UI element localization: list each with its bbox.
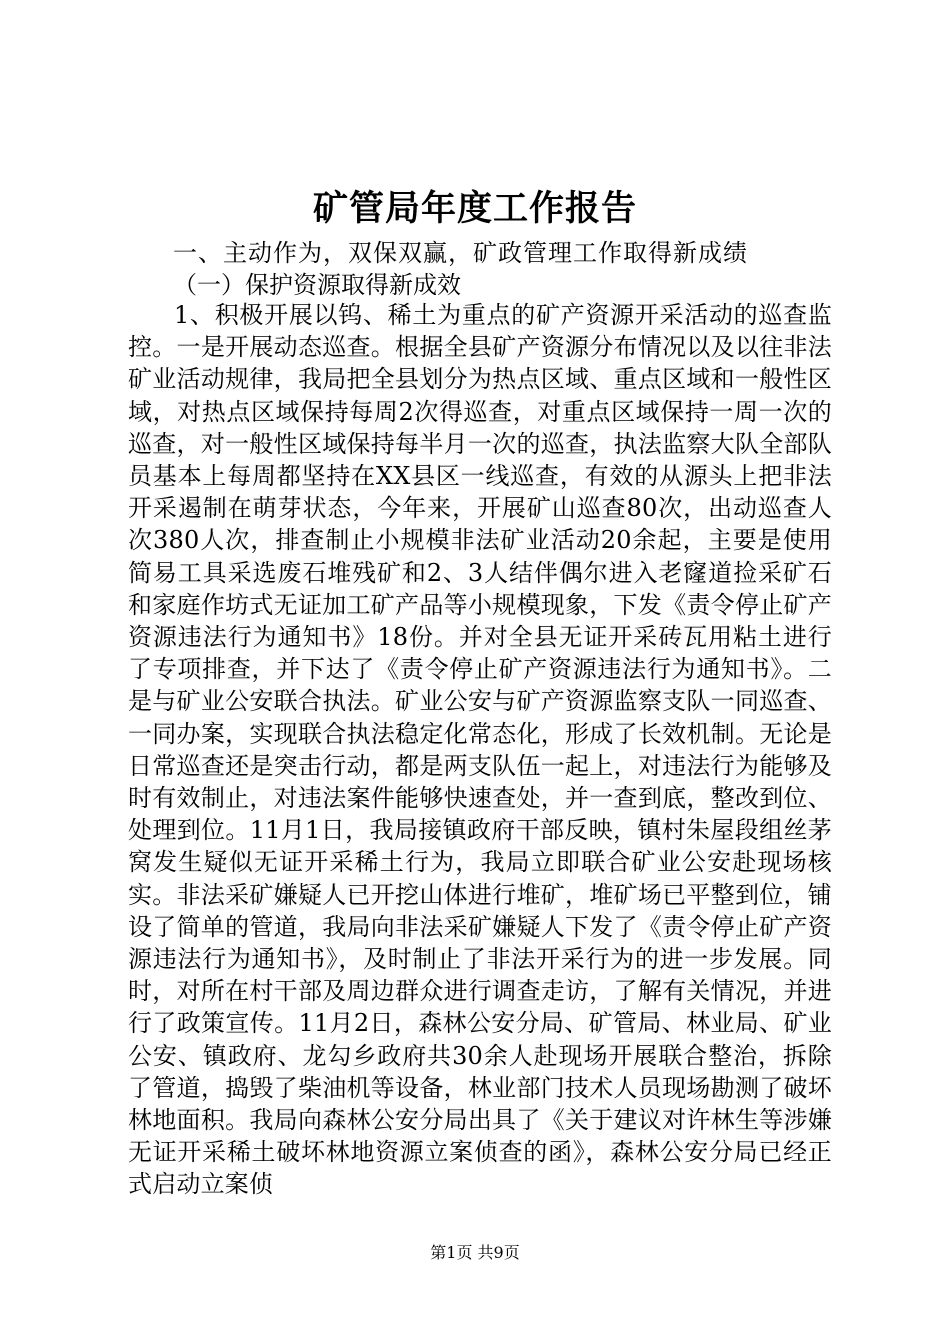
body-paragraph: 1、积极开展以钨、稀土为重点的矿产资源开采活动的巡查监控。一是开展动态巡查。根据全县矿产资源分布情况以及以往非法矿业活动规律，我局把全县划分为热点区域、重点区域和一般性区域，对热点区域保持每周2次得巡查，对重点区域保持一周一次的巡查，对一般性区域保持每半月一次的巡查，执法监察大队全部队员基本上每周都坚持在XX县区一线巡查，有效的从源头上把非法开采遏制在萌芽状态，今年来，开展矿山巡查80次，出动巡查人次380人次，排查制止小规模非法矿业活动20余起，主要是使用简易工具采选废石堆残矿和2、3人结伴偶尔进入老窿道捡采矿石和家庭作坊式无证加工矿产品等小规模现象，下发《责令停止矿产资源违法行为通知书》18份。并对全县无证开采砖瓦用粘土进行了专项排查，并下达了《责令停止矿产资源违法行为通知书》。二是与矿业公安联合执法。矿业公安与矿产资源监察支队一同巡查、一同办案，实现联合执法稳定化常态化，形成了长效机制。无论是日常巡查还是突击行动，都是两支队伍一起上，对违法行为能够及时有效制止，对违法案件能够快速查处，并一查到底，整改到位、处理到位。11月1日，我局接镇政府干部反映，镇村朱屋段组丝茅窝发生疑似无证开采稀土行为，我局立即联合矿业公安赴现场核实。非法采矿嫌疑人已开挖山体进行堆矿，堆矿场已平整到位，铺设了简单的管道，我局向非法采矿嫌疑人下发了《责令停止矿产资源违法行为通知书》，及时制止了非法开采行为的进一步发展。同时，对所在村干部及周边群众进行调查走访，了解有关情况，并进行了政策宣传。11月2日，森林公安分局、矿管局、林业局、矿业公安、镇政府、龙勾乡政府共30余人赴现场开展联合整治，拆除了管道，捣毁了柴油机等设备，林业部门技术人员现场勘测了破坏林地面积。我局向森林公安分局出具了《关于建议对许林生等涉嫌无证开采稀土破坏林地资源立案侦查的函》，森林公安分局已经正式启动立案侦 [128,301,832,1199]
document-title: 矿管局年度工作报告 [312,188,637,229]
page-footer: 第1页 共9页 [430,1243,520,1262]
subsection-heading: （一）保护资源取得新成效 [173,271,461,299]
section-heading: 一、主动作为，双保双赢，矿政管理工作取得新成绩 [173,239,748,267]
